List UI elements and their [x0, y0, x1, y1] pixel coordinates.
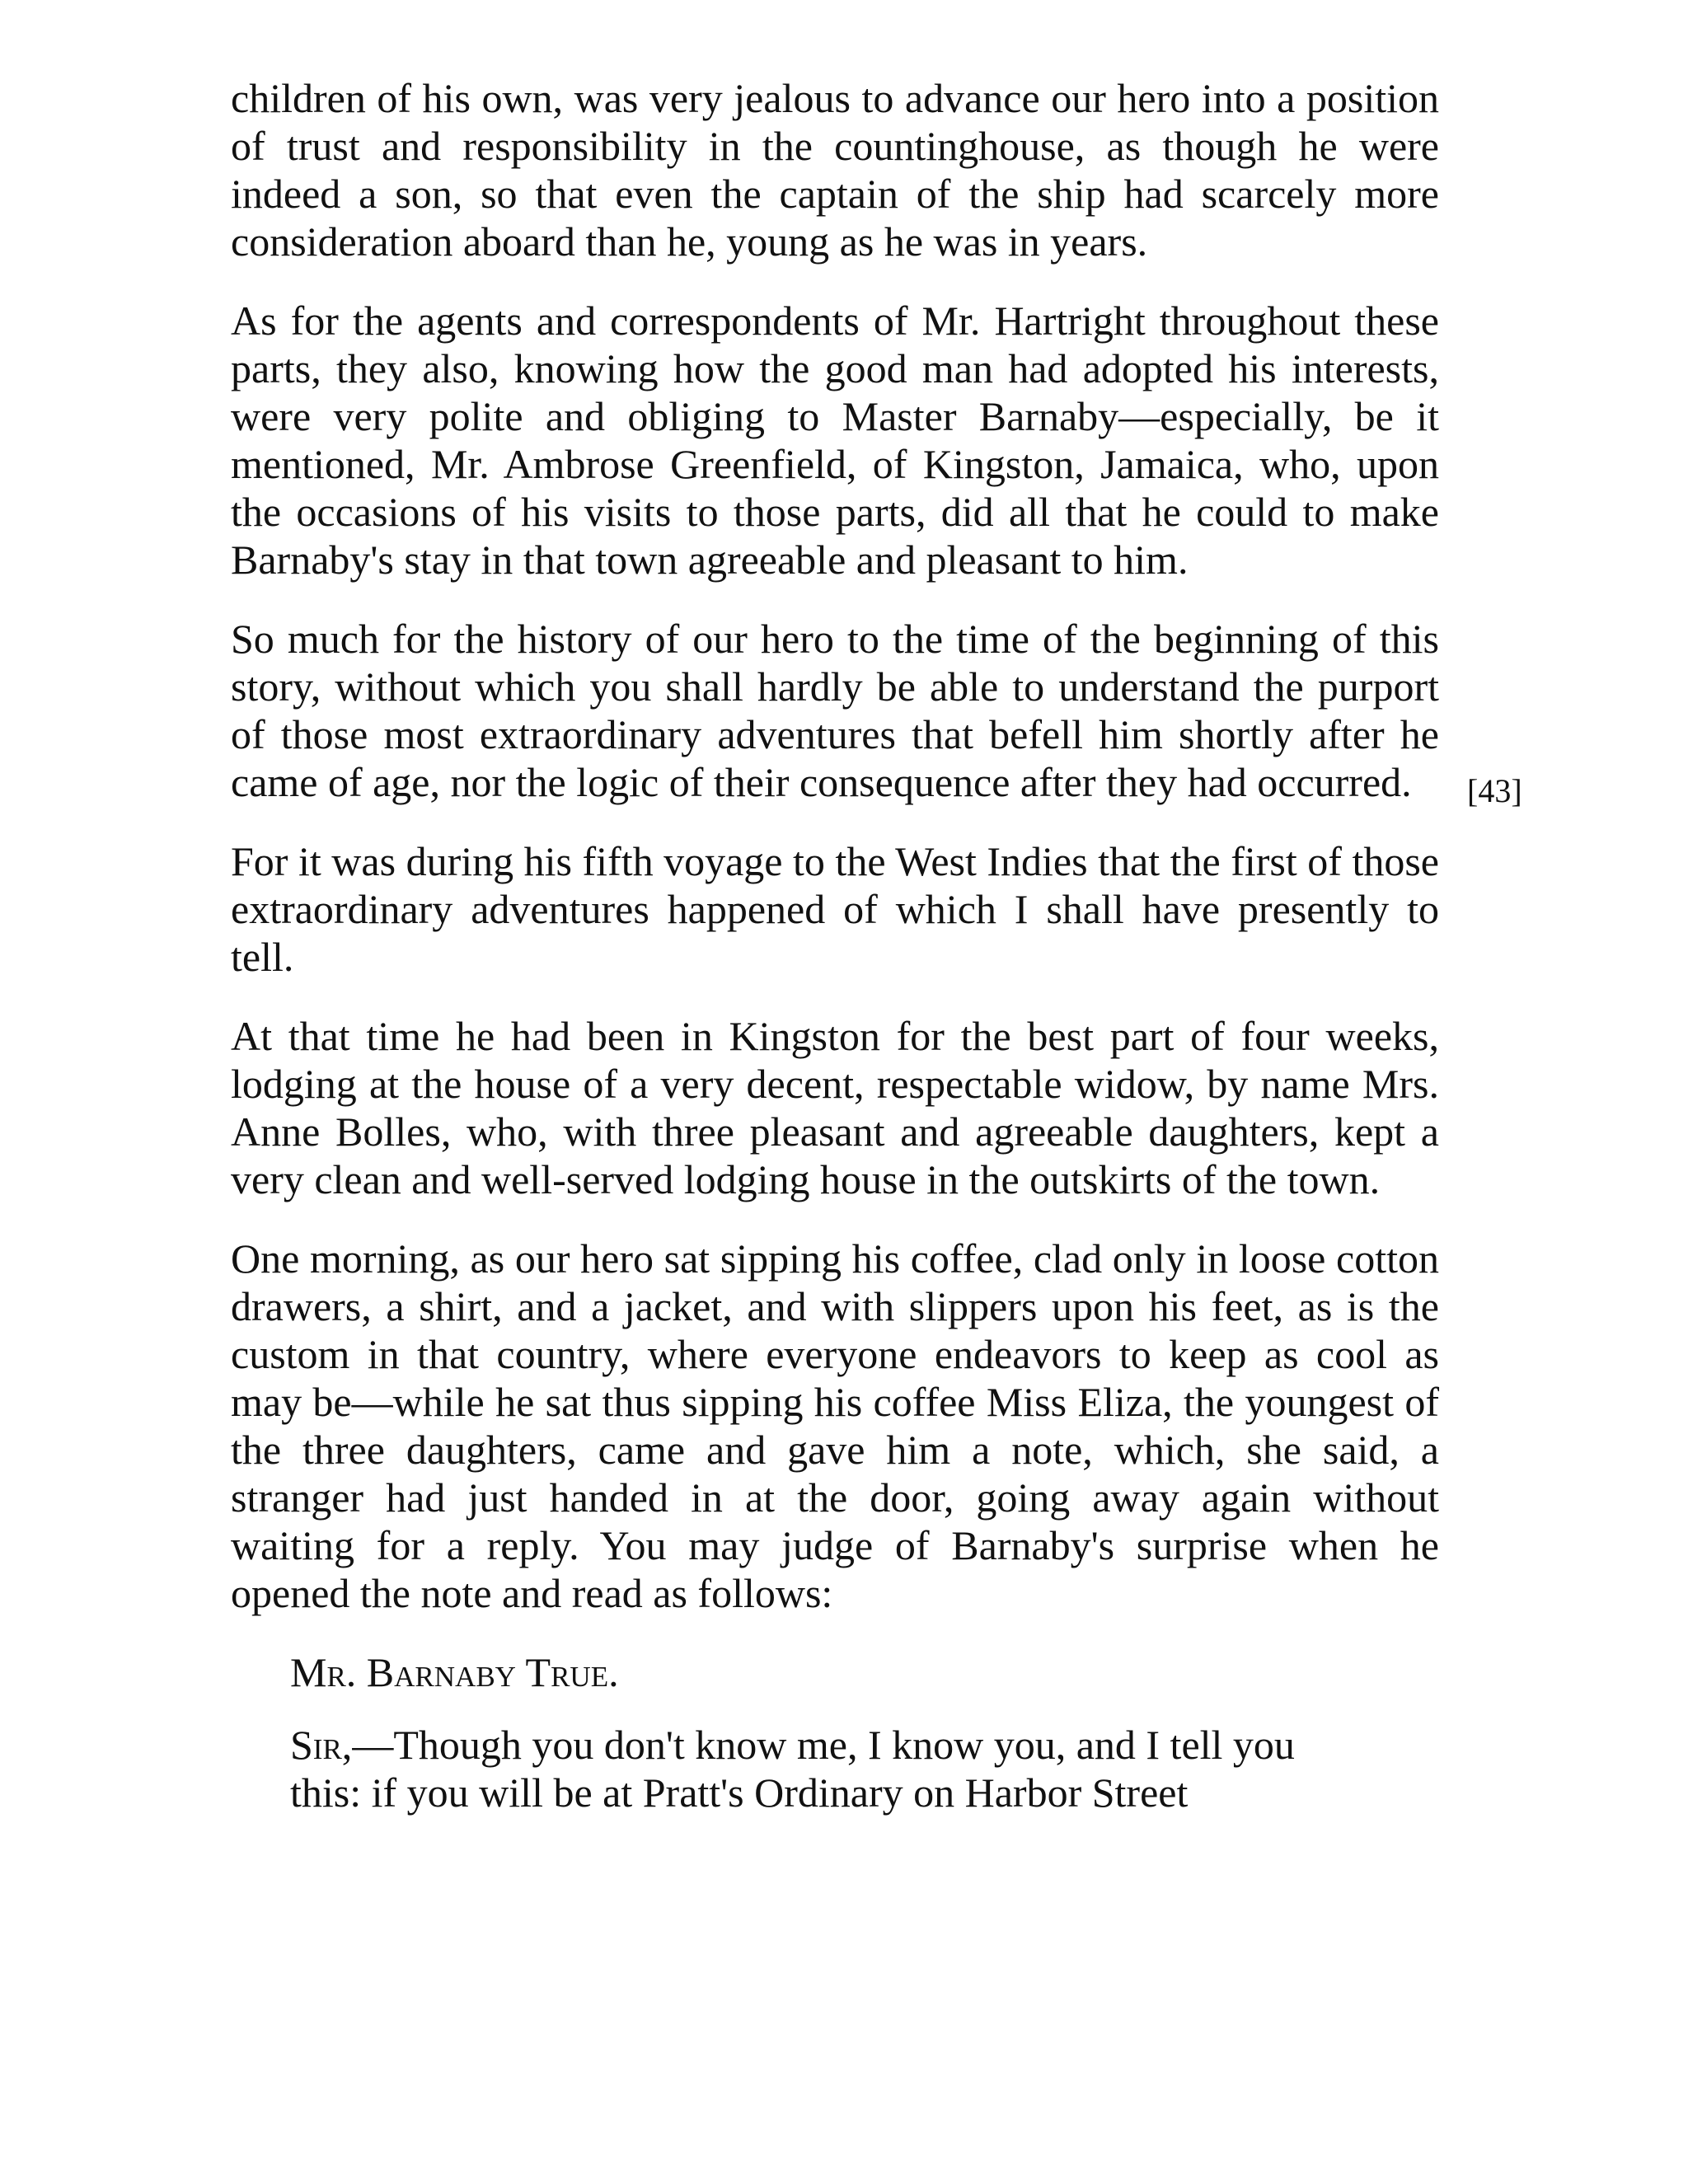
letter-quote [290, 1648, 1320, 1816]
paragraph-4: For it was during his fifth voyage to the West Indies that the first of those extraordinary adventures happened of which I shall have presently to tell. [231, 838, 1439, 980]
paragraph-2: As for the agents and correspondents of Mr. Hartright throughout these parts, they also, knowing how the good man had adopted his interests, were very polite and obliging to Master Barnaby—especially, be it mentioned, Mr. Ambrose Greenfield, of Kingston, Jamaica, who, upon the occasions of his visits to those parts, did all that he could to make Barnaby's stay in that town agreeable and pleasant to him. [231, 298, 1439, 583]
paragraph-1: children of his own, was very jealous to advance our hero into a position of trust and responsibility in the countinghouse, as though he were indeed a son, so that even the captain of the ship had scarcely more consideration aboard than he, young as he was in years. [231, 75, 1439, 265]
page-number: [43] [1467, 772, 1522, 809]
letter-body: —Though you don't know me, I know you, and I tell you this: if you will be at Pratt's Ordinary on Harbor Street [290, 1722, 1295, 1816]
paragraph-5: At that time he had been in Kingston for the best part of four weeks, lodging at the house of a very decent, respectable widow, by name Mrs. Anne Bolles, who, with three pleasant and agreeable daughters, kept a very clean and well-served lodging house in the outskirts of the town. [231, 1013, 1439, 1202]
letter-addressee: Mr. Barnaby True. [290, 1649, 619, 1695]
paragraph-3: So much for the history of our hero to the time of the beginning of this story, without which you shall hardly be able to understand the purport of those most extraordinary adventures that befell him shortly after he came of age, nor the logic of their consequence after they had occurred. [231, 616, 1439, 805]
letter-salutation: Sir, [290, 1722, 353, 1768]
letter-body-paragraph [290, 1721, 1320, 1816]
text-column [231, 74, 1439, 1841]
paragraph-6: One morning, as our hero sat sipping his coffee, clad only in loose cotton drawers, a shirt, and a jacket, and with slippers upon his feet, as is the custom in that country, where everyone endeavors to keep as cool as may be—while he sat thus sipping his coffee Miss Eliza, the youngest of the three daughters, came and gave him a note, which, she said, a stranger had just handed in at the door, going away again without waiting for a reply. You may judge of Barnaby's surprise when he opened the note and read as follows: [231, 1235, 1439, 1616]
